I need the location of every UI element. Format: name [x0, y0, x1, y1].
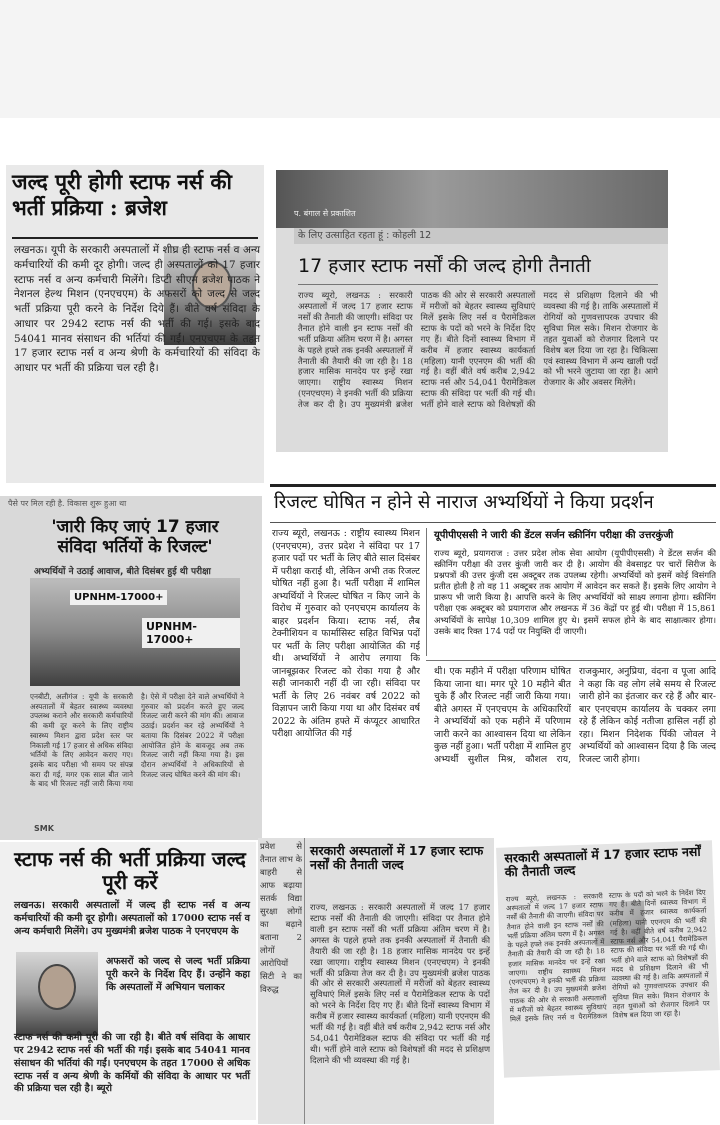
clip3-subheadline: अभ्यर्थियों ने उठाई आवाज, बीते दिसंबर हुई थी परीक्षा: [34, 567, 211, 577]
top-blank-area: [0, 0, 720, 118]
clip7-body: राज्य ब्यूरो, लखनऊ : सरकारी अस्पतालों में जल्द 17 हजार स्टाफ नर्सों की तैनाती की जाएगी। संविदा पर तैनात होने वाली इन स्टाफ नर्सों की भर्ती प्रक्रिया अंतिम चरण में है। अगस्त के पहले हफ्ते तक इनकी अस्पतालों में तैनाती की तैयारी की जा रही है। 18 हजार मासिक मानदेय पर इन्हें रखा जाएगा। राष्ट्रीय स्वास्थ्य मिशन (एनएचएम) ने इनकी भर्ती की प्रक्रिया तेज कर दी है। उप मुख्यमंत्री ब्रजेश पाठक की ओर से सरकारी अस्पतालों में मरीजों को बेहतर स्वास्थ्य सुविधाएं मिलें इसके लिए नर्स व पैरामेडिकल स्टाफ के पदों को भरने के निर्देश दिए गए हैं। बीते दिनों स्वास्थ्य विभाग में करीब में हजार स्वास्थ्य कार्यकर्ता (महिला) यानी एएनएम की भर्ती की गई है। वहीं बीते वर्ष करीब 2,942 स्टाफ नर्स और 54,041 पैरामेडिकल स्टाफ की संविदा पर भर्ती की गई थी। भर्ती होने वाले स्टाफ को विशेषज्ञों की मदद से प्रशिक्षण दिलाने की भी व्यवस्था की गई है। ताकि अस्पतालों में रोगियों को गुणवत्तापरक उपचार की सुविधा मिल सके। मिशन रोजगार के तहत युवाओं को रोजगार दिलाने पर विशेष बल दिया जा रहा है।: [505, 888, 710, 1024]
clip7-headline: सरकारी अस्पतालों में 17 हजार स्टाफ नर्सों की तैनाती जल्द: [504, 843, 701, 880]
clip4-sub-rule: [426, 660, 716, 661]
news-clip-protest-results: [266, 484, 720, 830]
clip4-body-right: थी। एक महीने में परीक्षा परिणाम घोषित किया जाना था। मगर पूरे 10 महीने बीत चुके हैं और रिजल्ट नहीं जारी किया गया। बीते अगस्त में एनएचएम के अधिकारियों ने अभ्यर्थियों को एक महीने में परिणाम जारी करने का आश्वासन दिया था लेकिन कुछ नहीं हुआ। भर्ती परीक्षा में शामिल हुए अभ्यर्थी सुशील मिश्र, कौशल राय, राजकुमार, अनुप्रिया, वंदना व पूजा आदि ने कहा कि वह लोग लंबे समय से रिजल्ट जारी होने का इंतजार कर रहे हैं और बार-बार एनएचएम कार्यालय के चक्कर लगा रहे हैं लेकिन कोई नतीजा हासिल नहीं हो रहा। मिशन निदेशक पिंकी जोवल ने अभ्यर्थियों को आश्वासन दिया है कि जल्द रिजल्ट जारी होगा।: [434, 666, 716, 765]
clip6-body: राज्य, लखनऊ : सरकारी अस्पतालों में जल्द 17 हजार स्टाफ नर्सों की तैनाती की जाएगी। संविदा पर तैनात होने वाली इन स्टाफ नर्सों की भर्ती प्रक्रिया अंतिम चरण में है। अगस्त के पहले हफ्ते तक इनकी अस्पतालों में तैनाती की तैयारी की जा रही है। 18 हजार मासिक मानदेय पर इन्हें रखा जाएगा। राष्ट्रीय स्वास्थ्य मिशन (एनएचएम) ने इनकी भर्ती की प्रक्रिया तेज कर दी है। उप मुख्यमंत्री ब्रजेश पाठक की ओर से सरकारी अस्पतालों में मरीजों को बेहतर स्वास्थ्य सुविधाएं मिलें इसके लिए नर्स व पैरामेडिकल स्टाफ के पदों को भरने के निर्देश दिए गए हैं। बीते दिनों स्वास्थ्य विभाग में करीब में हजार स्वास्थ्य कार्यकर्ता (महिला) यानी एएनएम की भर्ती की गई है। वहीं बीते वर्ष करीब 2,942 स्टाफ नर्स और 54,041 पैरामेडिकल स्टाफ की संविदा पर भर्ती की गई थी। भर्ती होने वाले स्टाफ को विशेषज्ञों की मदद से प्रशिक्षण दिलाने की भी व्यवस्था की गई है।: [310, 902, 490, 1065]
clip2-top-small: प. बंगाल से प्रकाशित: [294, 209, 356, 218]
clip5-body-bottom: स्टाफ नर्स की कमी पूरी की जा रही है। बीते वर्ष संविदा के आधार पर 2942 स्टाफ नर्स की भर्ती की गई। इसके बाद 54041 मानव संसाधन की भर्तियां की गईं। एनएचएम के तहत 17000 से अधिक स्टाफ नर्स व अन्य श्रेणी के कर्मियों की संविदा के आधार पर भर्ती की प्रक्रिया चल रही है। ब्यूरो: [14, 1032, 250, 1095]
clip2-headline: 17 हजार स्टाफ नर्सों की जल्द होगी तैनाती: [298, 255, 591, 277]
clip6-side-column: प्रवेश से तैनात लाभ के बाहरी से आफ बढ़ाया सतर्क विद्या सुरक्षा लोगों का बढ़ाने बताना 2 लोगों आरोपियों सिटी ने का विरुद्ध: [260, 841, 302, 995]
clip3-top-strip: पैसे पर मिल रही है. विकास शुरू हुआ था: [8, 499, 127, 508]
clip2-top-strip: के लिए उत्साहित रहता हूं : कोहली 12: [294, 228, 668, 244]
clip1-body: लखनऊ। यूपी के सरकारी अस्पतालों में शीघ्र ही स्टाफ नर्स व अन्य कर्मचारियों की कमी दूर होगी। जल्द ही अस्पतालों को 17 हजार स्टाफ नर्स व अन्य कर्मचारी मिलेंगे। डिप्टी सीएम ब्रजेश पाठक ने नेशनल हेल्थ मिशन (एनएचएम) के अफसरों को जल्द से जल्द भर्ती प्रक्रिया पूरी करने के निर्देश दिये हैं। बीते वर्ष संविदा के आधार पर 2942 स्टाफ नर्स की भर्ती की गई। इसके बाद 54041 मानव संसाधन की भर्तियां की गईं। एनएचएम के तहत 17 हजार स्टाफ नर्स व अन्य श्रेणी के कर्मचारियों की संविदा के आधार पर भर्ती की प्रक्रिया चल रही है।: [14, 244, 260, 375]
clip5-body-top: लखनऊ। सरकारी अस्पतालों में जल्द ही स्टाफ नर्स व अन्य कर्मचारियों की कमी दूर होगी। अस्पतालों को 17000 स्टाफ नर्स व अन्य कर्मचारी मिलेंगे। उप मुख्यमंत्री ब्रजेश पाठक ने एनएचएम के: [14, 900, 250, 937]
clip5-headline: स्टाफ नर्स की भर्ती प्रक्रिया जल्द पूरी करें: [14, 847, 246, 894]
clip5-body-side: अफसरों को जल्द से जल्द भर्ती प्रक्रिया पूरी करने के निर्देश दिए हैं। उन्होंने कहा कि अस्पतालों में अभियान चलाकर: [106, 956, 250, 993]
clip3-protest-photo: [30, 578, 240, 686]
news-clip-17000-nurses-deployment: [258, 838, 494, 1124]
clip3-footer: SMK: [34, 824, 54, 833]
clip4-top-rule: [270, 484, 716, 487]
clip5-portrait: [16, 952, 98, 1036]
news-clip-results-17000: [0, 496, 262, 840]
clip1-underline: [12, 237, 258, 239]
clip4-headline-rule: [270, 522, 716, 523]
clip4-vertical-rule: [426, 528, 427, 656]
clip1-headline: जल्द पूरी होगी स्टाफ नर्स की भर्ती प्रक्रिया : ब्रजेश: [12, 169, 232, 221]
news-clip-nurse-process: [0, 842, 256, 1120]
clip2-rule: [298, 284, 658, 285]
clip4-body-left: राज्य ब्यूरो, लखनऊ : राष्ट्रीय स्वास्थ्य मिशन (एनएचएम), उत्तर प्रदेश ने संविदा पर 17 हजार पदों पर भर्ती के लिए बीते साल दिसंबर में परीक्षा कराई थी, लेकिन अभी तक रिजल्ट घोषित नहीं हुआ है। भर्ती परीक्षा में शामिल अभ्यर्थियों ने रिजल्ट घोषित न किए जाने के विरोध में गुरुवार को एनएचएम कार्यालय के बाहर प्रदर्शन किया। स्टाफ नर्स, लैब टेक्नीशियन व फार्मासिस्ट सहित विभिन्न पदों पर भर्ती के लिए परीक्षा आयोजित की गई थी। अभ्यर्थियों ने आरोप लगाया कि जानबूझकर रिजल्ट को रोका गया है और सही जानकारी नहीं दी जा रही। संविदा पर भर्ती के लिए 26 नवंबर वर्ष 2022 को विज्ञापन जारी किया गया था और दिसंबर वर्ष 2022 के अंतिम हफ्ते में कंप्यूटर आधारित परीक्षा आयोजित की गई: [272, 528, 420, 740]
clip6-column-rule: [304, 838, 305, 1124]
news-clip-nurses-deployment-2: [496, 840, 720, 1077]
clip3-headline: 'जारी किए जाएं 17 हजार संविदा भर्तियों के रिजल्ट': [51, 517, 219, 557]
news-clip-brajesh-staff-nurse: [6, 165, 264, 483]
clip6-headline: सरकारी अस्पतालों में 17 हजार स्टाफ नर्सों की तैनाती जल्द: [310, 843, 484, 873]
news-clip-17000-nurses: [276, 170, 668, 452]
clip5-portrait-face: [38, 964, 76, 1010]
clip3-body: एनबीटी, अलीगंज : यूपी के सरकारी अस्पतालों में बेहतर स्वास्थ्य व्यवस्था उपलब्ध कराने और सरकारी कर्मचारियों की कमी दूर करने के लिए राष्ट्रीय स्वास्थ्य मिशन द्वारा प्रदेश स्तर पर निकाली गई 17 हजार से अधिक संविदा भर्तियों के लिए आवेदन कराए गए। इसके बाद परीक्षा भी समय पर संपन्न करा दी गई, मगर एक साल बीत जाने के बाद भी रिजल्ट नहीं जारी किया गया है। ऐसे में परीक्षा देने वाले अभ्यर्थियों ने गुरुवार को प्रदर्शन करते हुए जल्द रिजल्ट जारी करने की मांग की। आवाज उठाई। प्रदर्शन कर रहे अभ्यर्थियों ने बताया कि दिसंबर 2022 में परीक्षा आयोजित होने के बावजूद अब तक रिजल्ट जारी नहीं किया गया है। इस दौरान अभ्यर्थियों ने अधिकारियों से रिजल्ट जल्द घोषित करने की मांग की।: [30, 692, 244, 789]
clip2-body: राज्य ब्यूरो, लखनऊ : सरकारी अस्पतालों में जल्द 17 हजार स्टाफ नर्सों की तैनाती की जाएगी। संविदा पर तैनात होने वाली इन स्टाफ नर्सों की भर्ती प्रक्रिया अंतिम चरण में है। अगस्त के पहले हफ्ते तक इनकी अस्पतालों में तैनाती की तैयारी की जा रही है। 18 हजार मासिक मानदेय पर इन्हें रखा जाएगा। राष्ट्रीय स्वास्थ्य मिशन (एनएचएम) ने इनकी भर्ती की प्रक्रिया तेज कर दी है। उप मुख्यमंत्री ब्रजेश पाठक की ओर से सरकारी अस्पतालों में मरीजों को बेहतर स्वास्थ्य सुविधाएं मिलें इसके लिए नर्स व पैरामेडिकल स्टाफ के पदों को भरने के निर्देश दिए गए हैं। बीते दिनों स्वास्थ्य विभाग में करीब में हजार स्वास्थ्य कार्यकर्ता (महिला) यानी एएनएम की भर्ती की गई है। वहीं बीते वर्ष करीब 2,942 स्टाफ नर्स और 54,041 पैरामेडिकल स्टाफ की संविदा पर भर्ती की गई थी। भर्ती होने वाले स्टाफ को विशेषज्ञों की मदद से प्रशिक्षण दिलाने की भी व्यवस्था की गई है। ताकि अस्पतालों में रोगियों को गुणवत्तापरक उपचार की सुविधा मिल सके। मिशन रोजगार के तहत युवाओं को रोजगार दिलाने पर विशेष बल दिया जा रहा है। चिकित्सा एवं स्वास्थ्य विभाग में अन्य खाली पदों को भी भरने जुटाया जा रहा है। आगे रोजगार के और अवसर मिलेंगे।: [298, 290, 658, 410]
clip3-banner-1: UPNHM-17000+: [70, 590, 167, 605]
clip4-sub-body: राज्य ब्यूरो, प्रयागराज : उत्तर प्रदेश लोक सेवा आयोग (यूपीपीएससी) ने डेंटल सर्जन की स्क्रीनिंग परीक्षा की उत्तर कुंजी जारी कर दी है। आयोग की वेबसाइट पर चारों सिरीज के प्रश्नपत्रों की उत्तर कुंजी दस अक्टूबर तक उपलब्ध रहेगी। अभ्यर्थियों को इसमें कोई विसंगति प्रतीत होती है तो वह 11 अक्टूबर तक आयोग में आवेदन कर सकते हैं। इसके लिए आयोग ने प्रारूप भी जारी किया है। आपत्ति करने के लिए अभ्यर्थियों को साक्ष्य लगाना होगा। स्क्रीनिंग परीक्षा एक अक्टूबर को प्रयागराज और लखनऊ में 36 केंद्रों पर हुई थी। परीक्षा में 15,861 अभ्यर्थियों के सापेक्ष 10,309 शामिल हुए थे। इसमें सफल होने के बाद साक्षात्कार होगा। उसके बाद रिक्त 174 पदों पर नियुक्ति दी जाएगी।: [434, 548, 716, 636]
clip3-banner-2: UPNHM-17000+: [142, 618, 240, 648]
clip4-sub-headline: यूपीपीएससी ने जारी की डेंटल सर्जन स्क्रीनिंग परीक्षा की उत्तरकुंजी: [434, 530, 674, 541]
clip2-banner: [276, 170, 668, 228]
clip4-headline: रिजल्ट घोषित न होने से नाराज अभ्यर्थियों ने किया प्रदर्शन: [274, 492, 654, 513]
